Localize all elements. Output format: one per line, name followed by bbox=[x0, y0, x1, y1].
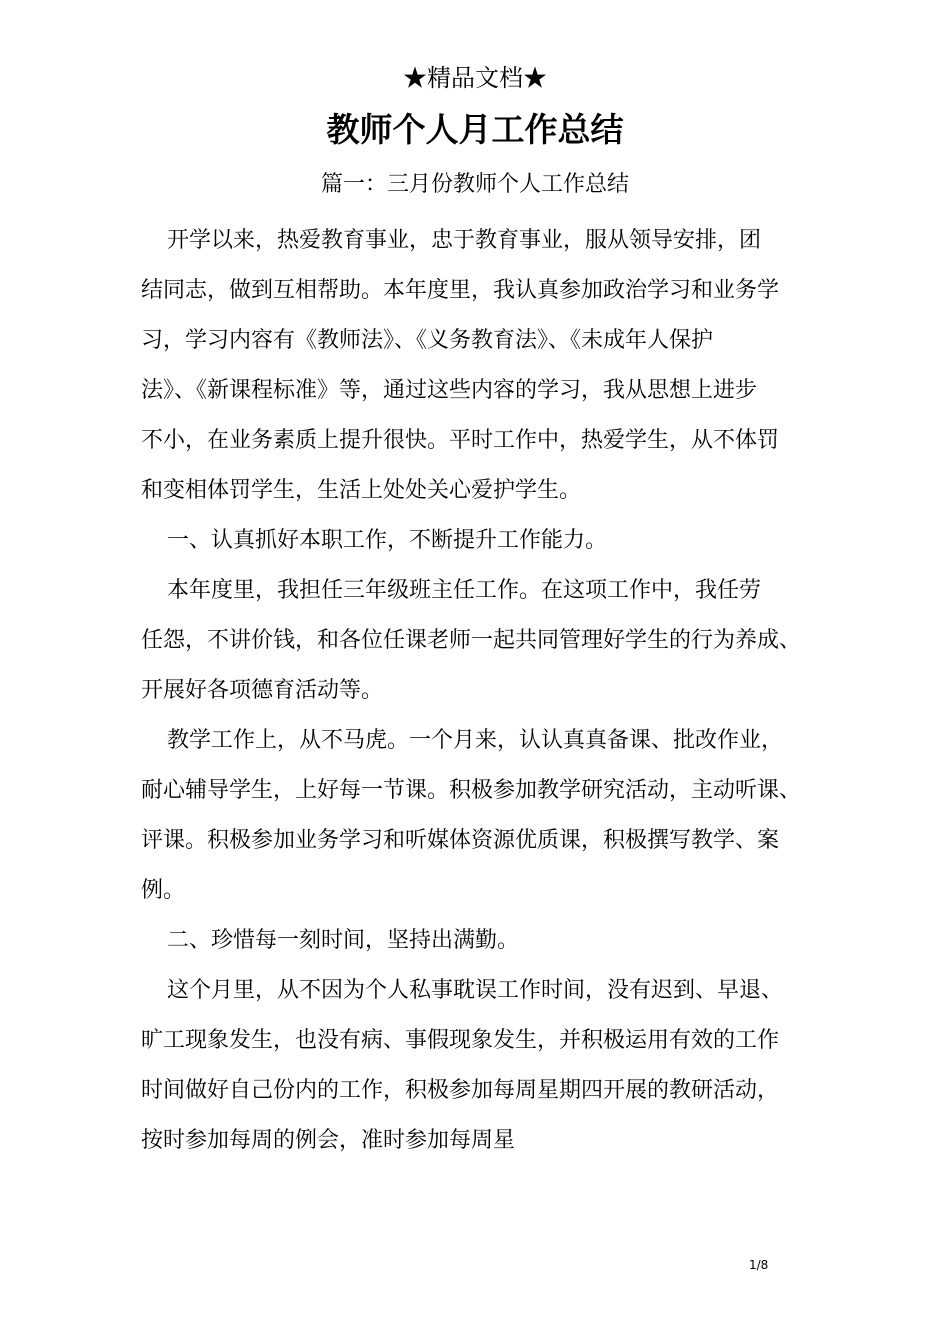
paragraph-line: 法》、《新课程标准》等，通过这些内容的学习，我从思想上进步 bbox=[141, 378, 758, 403]
section-heading: 二、珍惜每一刻时间，坚持出满勤。 bbox=[167, 928, 520, 953]
paragraph-line: 按时参加每周的例会，准时参加每周星 bbox=[141, 1128, 516, 1153]
paragraph-line: 例。 bbox=[141, 878, 186, 903]
paragraph-line: 时间做好自己份内的工作，积极参加每周星期四开展的教研活动， bbox=[141, 1078, 780, 1103]
paragraph-line: 旷工现象发生，也没有病、事假现象发生，并积极运用有效的工作 bbox=[141, 1028, 780, 1053]
paragraph-line: 开学以来，热爱教育事业，忠于教育事业，服从领导安排，团 bbox=[167, 228, 762, 253]
paragraph-line: 任怨，不讲价钱，和各位任课老师一起共同管理好学生的行为养成、 bbox=[141, 628, 802, 653]
paragraph-line: 开展好各项德育活动等。 bbox=[141, 678, 384, 703]
paragraph-line: 本年度里，我担任三年级班主任工作。在这项工作中，我任劳 bbox=[167, 578, 762, 603]
paragraph-line: 耐心辅导学生，上好每一节课。积极参加教学研究活动，主动听课、 bbox=[141, 778, 802, 803]
page-title: 教师个人月工作总结 bbox=[326, 110, 624, 149]
paragraph-line: 评课。积极参加业务学习和听媒体资源优质课，积极撰写教学、案 bbox=[141, 828, 780, 853]
page-number: 1/8 bbox=[749, 1258, 769, 1272]
paragraph-line: 不小，在业务素质上提升很快。平时工作中，热爱学生，从不体罚 bbox=[141, 428, 780, 453]
header-mark: ★精品文档★ bbox=[403, 64, 547, 92]
paragraph-line: 习，学习内容有《教师法》、《义务教育法》、《未成年人保护 bbox=[141, 328, 714, 353]
paragraph-line: 结同志，做到互相帮助。本年度里，我认真参加政治学习和业务学 bbox=[141, 278, 780, 303]
section-subtitle: 篇一：三月份教师个人工作总结 bbox=[320, 172, 629, 197]
section-heading: 一、认真抓好本职工作，不断提升工作能力。 bbox=[167, 528, 608, 553]
paragraph-line: 和变相体罚学生，生活上处处关心爱护学生。 bbox=[141, 478, 582, 503]
body-text bbox=[141, 216, 841, 1166]
paragraph-line: 这个月里，从不因为个人私事耽误工作时间，没有迟到、早退、 bbox=[167, 978, 784, 1003]
paragraph-line: 教学工作上，从不马虎。一个月来，认认真真备课、批改作业， bbox=[167, 728, 784, 753]
